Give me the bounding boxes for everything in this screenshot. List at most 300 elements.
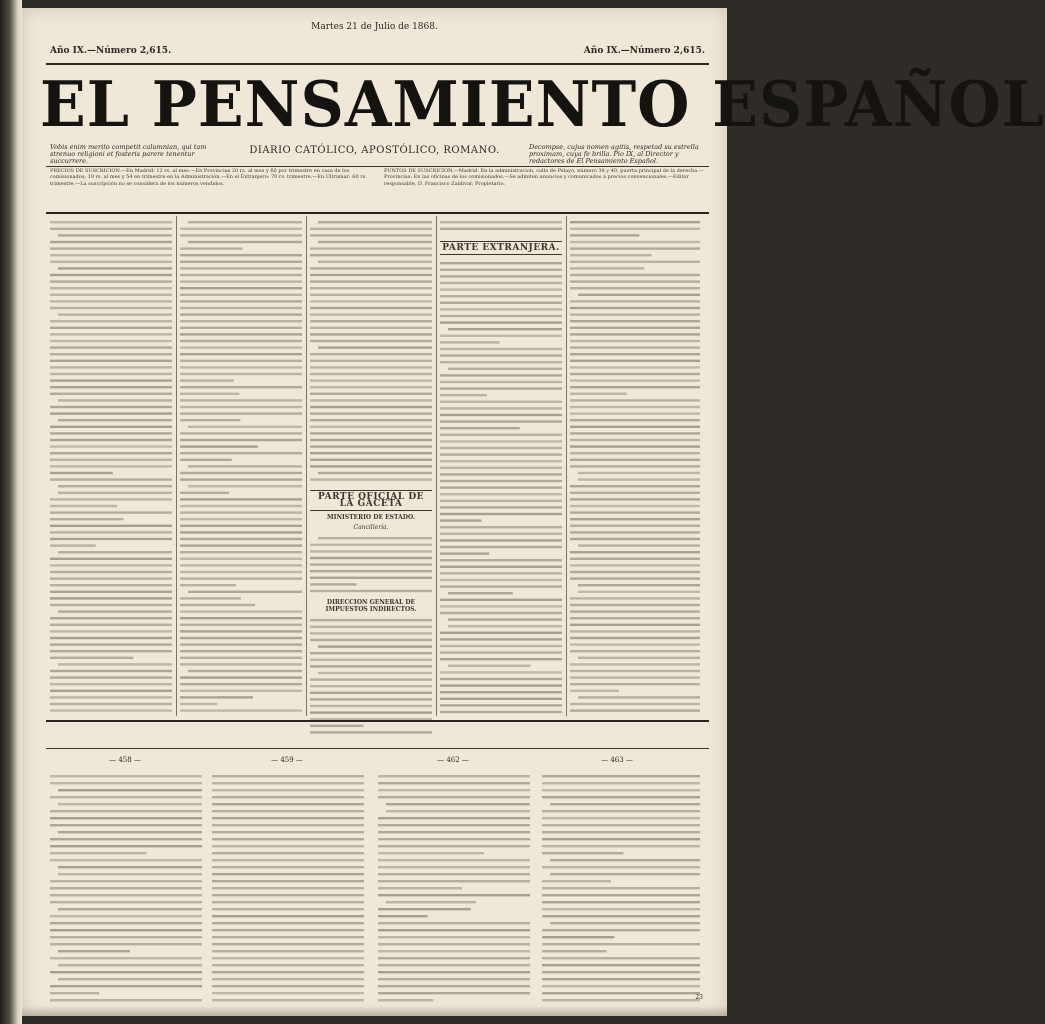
text-line (378, 782, 530, 784)
folletin-column-3 (378, 772, 530, 1008)
text-line (440, 447, 562, 449)
text-line (570, 379, 700, 381)
text-line (310, 399, 432, 401)
text-line (378, 817, 530, 819)
text-line (310, 300, 432, 302)
text-line (570, 274, 700, 276)
text-line (378, 887, 462, 889)
text-line (542, 992, 700, 994)
text-line (542, 999, 700, 1001)
text-line (570, 518, 700, 520)
text-line (180, 234, 302, 236)
text-line (310, 452, 432, 454)
text-line (542, 775, 700, 777)
text-line (570, 327, 700, 329)
text-line (578, 478, 700, 480)
text-line (58, 803, 202, 805)
text-line (440, 275, 562, 277)
text-line (448, 328, 562, 330)
text-line (310, 247, 432, 249)
text-line (542, 950, 607, 952)
text-line (50, 824, 202, 826)
text-line (180, 340, 302, 342)
text-line (440, 546, 562, 548)
text-line (188, 241, 302, 243)
masthead-subline (22, 144, 727, 164)
text-line (50, 617, 172, 619)
text-line (310, 373, 432, 375)
text-line (310, 307, 432, 309)
text-line (50, 373, 172, 375)
text-line (570, 670, 700, 672)
text-line (440, 221, 562, 223)
text-line (212, 880, 364, 882)
page-number: 23 (695, 994, 703, 1001)
text-line (310, 478, 432, 480)
text-line (386, 901, 476, 903)
text-line (310, 652, 432, 654)
text-line (180, 630, 302, 632)
text-line (440, 612, 562, 614)
text-line (310, 712, 432, 714)
text-line (378, 971, 530, 973)
text-line (378, 796, 530, 798)
text-line (550, 803, 700, 805)
text-line (180, 393, 239, 395)
text-line (50, 591, 172, 593)
text-line (440, 308, 562, 310)
text-line (310, 340, 432, 342)
text-line (542, 943, 700, 945)
text-line (550, 922, 700, 924)
text-line (180, 280, 302, 282)
text-line (570, 287, 700, 289)
text-line (542, 838, 700, 840)
text-line (212, 908, 364, 910)
text-line (570, 360, 700, 362)
article-column-1 (50, 218, 172, 716)
text-line (440, 262, 562, 264)
text-line (310, 406, 432, 408)
text-line (188, 465, 302, 467)
text-line (188, 591, 302, 593)
text-line (440, 269, 562, 271)
text-line (212, 824, 364, 826)
text-line (50, 538, 172, 540)
text-line (440, 704, 562, 706)
text-line (318, 241, 432, 243)
text-line (378, 922, 530, 924)
text-line (378, 950, 530, 952)
text-line (310, 639, 432, 641)
text-line (212, 894, 364, 896)
text-line (212, 992, 364, 994)
folio-number-3: — 462 — (437, 756, 469, 764)
text-line (180, 696, 253, 698)
text-line (180, 617, 302, 619)
text-line (58, 492, 172, 494)
text-line (542, 887, 700, 889)
text-line (542, 796, 700, 798)
text-line (378, 943, 530, 945)
text-line (542, 817, 700, 819)
text-line (440, 407, 562, 409)
text-line (180, 525, 302, 527)
text-line (50, 366, 172, 368)
text-line (212, 859, 364, 861)
column-separator (306, 216, 307, 716)
text-line (310, 692, 432, 694)
text-line (50, 971, 202, 973)
text-line (212, 922, 364, 924)
text-line (180, 313, 302, 315)
column-4-lines (440, 259, 562, 719)
text-line (440, 228, 562, 230)
text-line (570, 393, 627, 395)
text-line (318, 646, 432, 648)
text-line (180, 327, 302, 329)
text-line (570, 663, 700, 665)
text-line (440, 599, 562, 601)
text-line (310, 570, 432, 572)
text-line (318, 346, 432, 348)
text-line (570, 300, 700, 302)
text-line (50, 584, 172, 586)
text-line (440, 440, 562, 442)
folletin-column-1 (50, 772, 202, 1008)
text-line (570, 228, 700, 230)
text-line (50, 426, 172, 428)
text-line (50, 221, 172, 223)
text-line (180, 406, 302, 408)
text-line (542, 985, 700, 987)
text-line (188, 426, 302, 428)
text-line (58, 789, 202, 791)
text-line (570, 452, 700, 454)
text-line (212, 971, 364, 973)
text-line (50, 518, 124, 520)
text-line (180, 346, 302, 348)
text-line (310, 465, 432, 467)
text-line (50, 261, 172, 263)
text-line (180, 637, 302, 639)
text-line (212, 810, 364, 812)
text-line (542, 824, 700, 826)
text-line (310, 557, 432, 559)
text-line (440, 401, 562, 403)
text-line (440, 533, 562, 535)
text-line (310, 294, 432, 296)
column-3-upper-text (310, 218, 432, 486)
text-line (440, 586, 562, 588)
text-line (440, 348, 562, 350)
text-line (378, 873, 530, 875)
issue-number-right: Año IX.—Número 2,615. (583, 46, 705, 56)
text-line (440, 539, 562, 541)
text-line (180, 412, 302, 414)
text-line (378, 999, 433, 1001)
text-line (58, 663, 172, 665)
text-line (180, 505, 302, 507)
text-line (386, 810, 530, 812)
text-line (440, 526, 562, 528)
text-line (50, 571, 172, 573)
text-line (50, 775, 202, 777)
text-line (180, 604, 255, 606)
text-line (448, 592, 513, 594)
text-line (440, 652, 562, 654)
text-line (378, 838, 530, 840)
text-line (542, 936, 614, 938)
folletin-column-2 (212, 772, 364, 1008)
text-line (310, 725, 363, 727)
column-5-lines (570, 218, 700, 716)
text-line (212, 831, 364, 833)
text-line (50, 274, 172, 276)
text-line (58, 964, 202, 966)
text-line (570, 538, 700, 540)
text-line (542, 978, 700, 980)
text-line (570, 234, 639, 236)
text-line (180, 584, 236, 586)
newspaper-title: EL PENSAMIENTO ESPAÑOL (40, 68, 1045, 142)
folio-number-1: — 458 — (109, 756, 141, 764)
text-line (180, 373, 302, 375)
text-line (310, 327, 432, 329)
text-line (440, 381, 562, 383)
text-line (180, 360, 302, 362)
text-line (50, 936, 202, 938)
text-line (212, 838, 364, 840)
text-line (378, 859, 530, 861)
text-line (570, 426, 700, 428)
text-line (570, 650, 700, 652)
info-top-rule (46, 166, 709, 167)
text-line (50, 346, 172, 348)
text-line (50, 558, 172, 560)
text-line (50, 676, 172, 678)
text-line (50, 880, 202, 882)
text-line (180, 650, 302, 652)
heading-contribuciones: DIRECCION GENERAL DE IMPUESTOS INDIRECTOS. (325, 598, 417, 613)
text-line (440, 454, 562, 456)
text-line (212, 845, 364, 847)
text-line (570, 465, 700, 467)
text-line (440, 691, 562, 693)
text-line (58, 866, 202, 868)
text-line (310, 267, 432, 269)
text-line (180, 531, 302, 533)
text-line (310, 445, 432, 447)
text-line (310, 685, 432, 687)
text-line (570, 221, 700, 223)
text-line (212, 950, 364, 952)
section-parte-extranjera: PARTE EXTRANJERA. (440, 241, 562, 256)
text-line (440, 711, 562, 713)
text-line (542, 845, 700, 847)
text-line (542, 908, 700, 910)
text-line (50, 439, 172, 441)
text-line (310, 679, 432, 681)
text-line (58, 908, 202, 910)
text-line (440, 638, 562, 640)
column-2-text-lines (180, 218, 302, 716)
text-line (570, 439, 700, 441)
text-line (180, 267, 302, 269)
text-line (570, 267, 644, 269)
text-line (50, 690, 172, 692)
text-line (180, 353, 302, 355)
dateline (22, 22, 727, 60)
folletin-4-lines (542, 772, 700, 1008)
text-line (212, 887, 364, 889)
text-line (50, 280, 172, 282)
text-line (310, 419, 432, 421)
text-line (50, 929, 202, 931)
text-line (188, 221, 302, 223)
text-line (570, 459, 700, 461)
text-line (58, 485, 172, 487)
text-line (440, 566, 562, 568)
column-3-upper-lines (310, 218, 432, 486)
column-separator (566, 216, 567, 716)
column-separator (176, 216, 177, 716)
text-line (542, 901, 700, 903)
text-line (440, 500, 562, 502)
text-line (570, 597, 700, 599)
text-line (378, 929, 530, 931)
text-line (50, 630, 172, 632)
text-line (318, 472, 432, 474)
text-line (570, 386, 700, 388)
text-line (378, 775, 530, 777)
text-line (180, 452, 302, 454)
text-line (310, 665, 432, 667)
text-line (50, 307, 172, 309)
text-line (570, 577, 700, 579)
text-line (378, 831, 530, 833)
text-line (570, 604, 700, 606)
text-line (180, 538, 302, 540)
text-line (50, 247, 172, 249)
text-line (440, 493, 562, 495)
column-4-top-lines (440, 218, 562, 234)
text-line (180, 643, 302, 645)
text-line (440, 394, 487, 396)
text-line (570, 307, 700, 309)
text-line (50, 922, 202, 924)
text-line (212, 803, 364, 805)
text-line (378, 978, 530, 980)
text-line (50, 796, 202, 798)
text-line (50, 643, 172, 645)
heading-cancilleria: Cancillería. (353, 523, 389, 531)
text-line (378, 880, 530, 882)
page-edge-shadow (22, 1006, 727, 1016)
text-line (50, 852, 146, 854)
text-line (318, 537, 432, 539)
text-line (212, 852, 364, 854)
text-line (50, 254, 172, 256)
text-line (212, 985, 364, 987)
text-line (180, 419, 240, 421)
text-line (440, 467, 562, 469)
text-line (440, 605, 562, 607)
text-line (50, 300, 172, 302)
article-column-4 (440, 218, 562, 716)
text-line (570, 366, 700, 368)
folletin-2-lines (212, 772, 364, 1008)
text-line (58, 313, 172, 315)
text-line (310, 459, 432, 461)
text-line (180, 676, 302, 678)
text-line (570, 531, 700, 533)
text-line (440, 414, 562, 416)
text-line (310, 366, 432, 368)
text-line (50, 915, 202, 917)
text-line (58, 551, 172, 553)
text-line (212, 943, 364, 945)
text-line (180, 518, 302, 520)
text-line (310, 386, 432, 388)
text-line (570, 340, 700, 342)
text-line (50, 624, 172, 626)
text-line (310, 577, 432, 579)
text-line (212, 929, 364, 931)
text-line (578, 294, 700, 296)
text-line (448, 368, 562, 370)
text-line (50, 670, 172, 672)
section-parte-oficial: PARTE OFICIAL DE LA GACETA (310, 490, 432, 511)
text-line (180, 690, 302, 692)
text-line (542, 880, 611, 882)
text-line (440, 341, 500, 343)
text-line (58, 234, 172, 236)
text-line (310, 379, 432, 381)
text-line (570, 406, 700, 408)
newspaper-page (22, 8, 1045, 1016)
text-line (50, 327, 172, 329)
text-line (180, 472, 302, 474)
text-line (180, 709, 302, 711)
folletin-column-4 (542, 772, 700, 1008)
text-line (310, 228, 432, 230)
text-line (212, 964, 364, 966)
text-line (310, 234, 432, 236)
text-line (212, 999, 364, 1001)
text-line (180, 571, 302, 573)
masthead-top-rule (46, 63, 709, 65)
text-line (440, 685, 562, 687)
text-line (188, 485, 302, 487)
text-line (310, 393, 432, 395)
text-line (440, 315, 562, 317)
text-line (570, 624, 700, 626)
text-line (50, 294, 172, 296)
text-line (310, 287, 432, 289)
text-line (50, 838, 202, 840)
text-line (310, 626, 432, 628)
text-line (212, 873, 364, 875)
text-line (440, 460, 562, 462)
text-line (542, 964, 700, 966)
text-line (180, 492, 229, 494)
text-line (570, 643, 700, 645)
text-line (310, 320, 432, 322)
text-line (180, 261, 302, 263)
text-line (180, 577, 302, 579)
text-line (50, 894, 202, 896)
